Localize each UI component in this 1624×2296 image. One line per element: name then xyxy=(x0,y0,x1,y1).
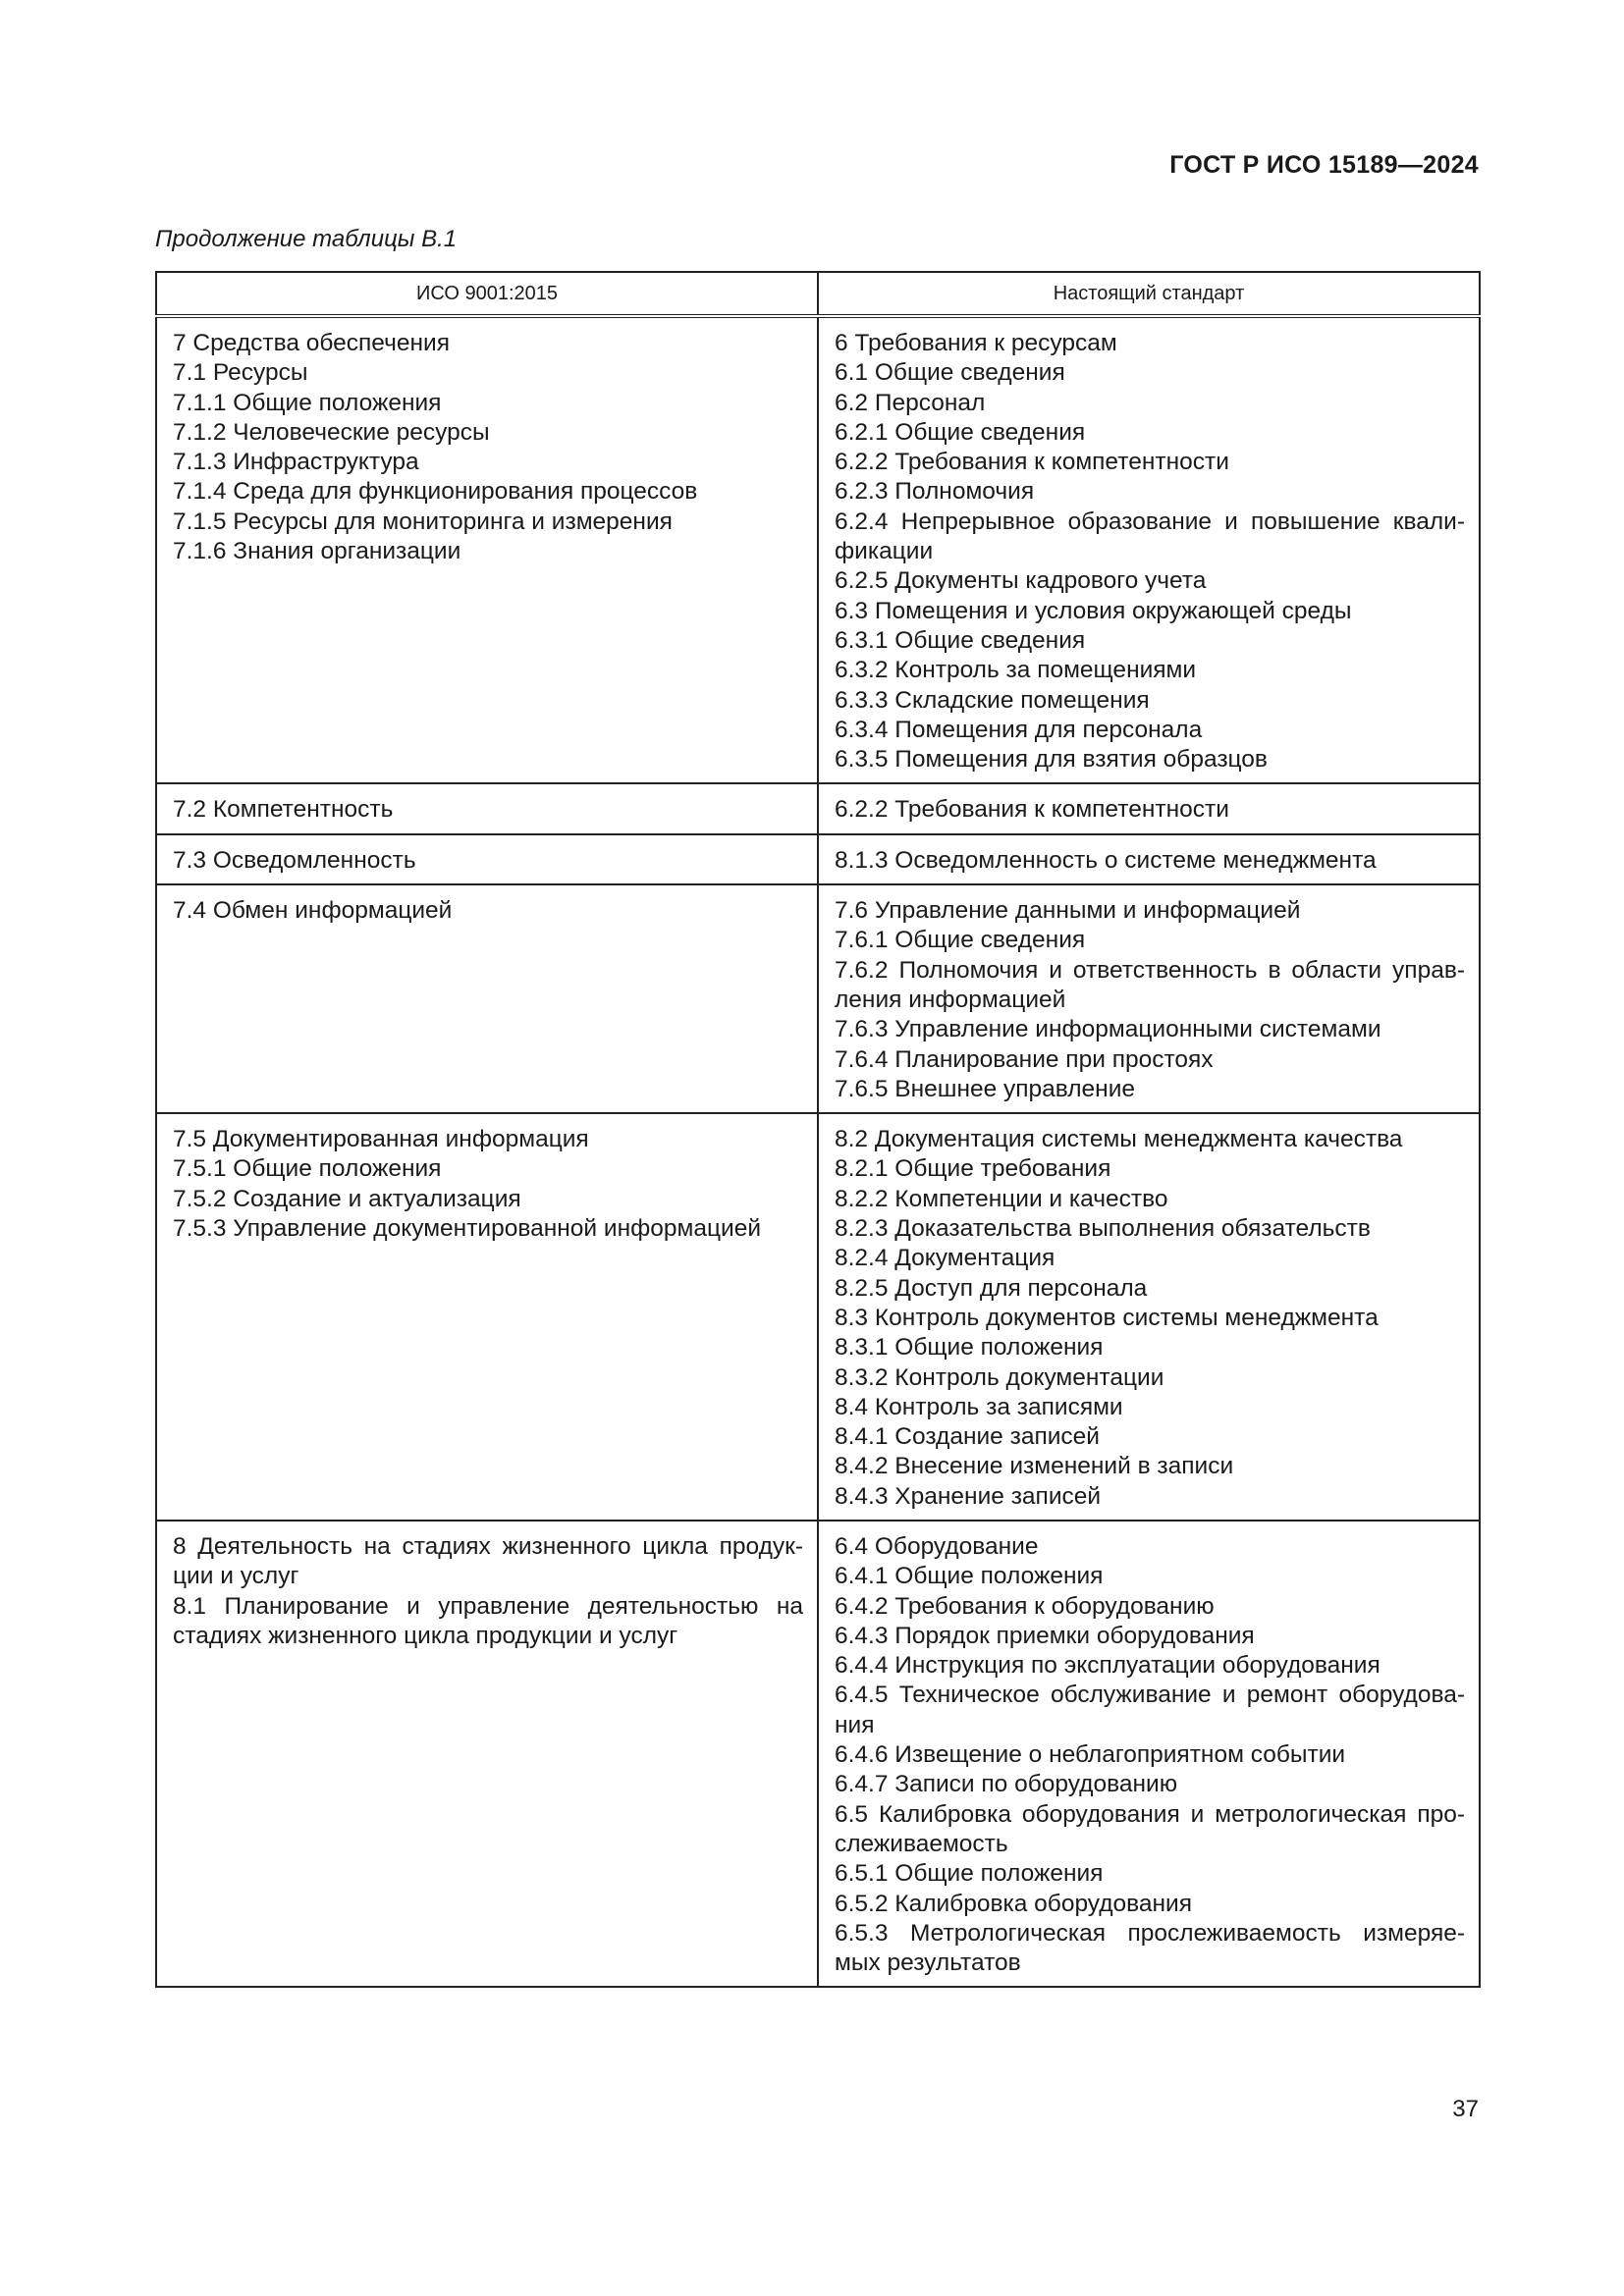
cell-line: 6.3 Помещения и условия окружающей среды xyxy=(835,597,1352,624)
table-header xyxy=(156,272,1480,316)
cell-line: 6.4.2 Требования к оборудованию xyxy=(835,1592,1215,1620)
cell-line: ления информацией xyxy=(835,986,1066,1013)
cell-line: 7.1.3 Инфраструктура xyxy=(173,449,419,476)
cell-line: 6.2.3 Полномочия xyxy=(835,478,1035,506)
cell-line: 6.3.5 Помещения для взятия образцов xyxy=(835,746,1268,774)
table-caption: Продолжение таблицы В.1 xyxy=(155,226,458,252)
cell-line: 8.2.4 Документация xyxy=(835,1245,1056,1272)
cell-line: 7.5 Документированная информация xyxy=(173,1126,589,1153)
iso-cell xyxy=(156,316,818,783)
cell-line: 7.6.2 Полномочия и ответственность в области управ- xyxy=(835,956,1465,984)
cell-line: 6.2.5 Документы кадрового учета xyxy=(835,567,1207,595)
standard-cell xyxy=(818,1521,1480,1987)
standard-cell xyxy=(818,316,1480,783)
iso-cell xyxy=(156,884,818,1113)
column-header-iso: ИСО 9001:2015 xyxy=(156,272,818,316)
cell-line: 6.2.2 Требования к компетентности xyxy=(835,796,1229,824)
cell-line: 6.2.2 Требования к компетентности xyxy=(835,449,1229,476)
cell-line: 7.1.2 Человеческие ресурсы xyxy=(173,418,490,446)
cell-line: 7.1.6 Знания организации xyxy=(173,538,461,565)
cell-line: слеживаемость xyxy=(835,1830,1008,1857)
iso-cell xyxy=(156,834,818,884)
cell-line: 7.3 Осведомленность xyxy=(173,846,416,874)
cell-line: 8.2.5 Доступ для персонала xyxy=(835,1274,1148,1302)
cell-line: 6.3.3 Складские помещения xyxy=(835,686,1150,714)
cell-line: 6.3.4 Помещения для персонала xyxy=(835,716,1203,743)
standard-cell xyxy=(818,783,1480,833)
cell-line: 6.2.4 Непрерывное образование и повышение квали- xyxy=(835,507,1465,535)
document-code: ГОСТ Р ИСО 15189—2024 xyxy=(1169,151,1479,179)
cell-line: 8 Деятельность на стадиях жизненного цикла продук- xyxy=(173,1532,803,1560)
standard-cell xyxy=(818,834,1480,884)
cell-line: 8.4.3 Хранение записей xyxy=(835,1482,1102,1510)
cell-line: 6.4.1 Общие положения xyxy=(835,1563,1104,1590)
cell-line: 7.5.1 Общие положения xyxy=(173,1155,442,1183)
cell-line: 7.6.1 Общие сведения xyxy=(835,927,1086,954)
cell-line: 6.4.5 Техническое обслуживание и ремонт оборудова- xyxy=(835,1682,1465,1709)
cell-line: 8.2.3 Доказательства выполнения обязательств xyxy=(835,1215,1371,1243)
cell-line: 6 Требования к ресурсам xyxy=(835,330,1117,356)
table-row xyxy=(156,1521,1480,1987)
cell-line: 7.1.5 Ресурсы для мониторинга и измерения xyxy=(173,507,673,535)
cell-line: 7.5.2 Создание и актуализация xyxy=(173,1185,521,1212)
table-row xyxy=(156,884,1480,1113)
cell-line: 7.6.3 Управление информационными системами xyxy=(835,1016,1381,1043)
cell-line: 6.5.1 Общие положения xyxy=(835,1860,1104,1888)
cell-line: 7.6 Управление данными и информацией xyxy=(835,897,1301,925)
cell-line: 7.6.5 Внешнее управление xyxy=(835,1075,1136,1102)
cell-line: 6.5.2 Калибровка оборудования xyxy=(835,1890,1193,1917)
cell-line: ния xyxy=(835,1711,875,1738)
cell-line: 8.4.1 Создание записей xyxy=(835,1423,1100,1451)
cell-line: 8.2.1 Общие требования xyxy=(835,1155,1111,1183)
standard-cell xyxy=(818,1113,1480,1521)
cell-line: 7.6.4 Планирование при простоях xyxy=(835,1045,1214,1073)
cell-line: 7.2 Компетентность xyxy=(173,796,394,824)
cell-line: 8.4.2 Внесение изменений в записи xyxy=(835,1453,1234,1480)
table-row xyxy=(156,1113,1480,1521)
table-header-row xyxy=(156,272,1480,316)
cell-line: 6.3.2 Контроль за помещениями xyxy=(835,657,1197,684)
cell-line: 7 Средства обеспечения xyxy=(173,330,450,356)
page-number: 37 xyxy=(1452,2096,1479,2122)
cell-line: 7.5.3 Управление документированной информацией xyxy=(173,1215,762,1243)
cell-line: 8.3 Контроль документов системы менеджмента xyxy=(835,1304,1379,1331)
column-header-standard: Настоящий стандарт xyxy=(818,272,1480,316)
iso-cell xyxy=(156,783,818,833)
cell-line: 8.2.2 Компетенции и качество xyxy=(835,1185,1168,1212)
cell-line: мых результатов xyxy=(835,1949,1021,1977)
table-row xyxy=(156,834,1480,884)
cell-line: 7.1.1 Общие положения xyxy=(173,389,442,416)
cell-line: 8.1.3 Осведомленность о системе менеджмента xyxy=(835,846,1377,874)
cell-line: 6.2.1 Общие сведения xyxy=(835,418,1086,446)
cell-line: 6.5 Калибровка оборудования и метрологическая про- xyxy=(835,1800,1465,1828)
cell-line: 8.4 Контроль за записями xyxy=(835,1393,1123,1420)
table-body xyxy=(156,316,1480,1987)
cell-line: 6.3.1 Общие сведения xyxy=(835,626,1086,654)
cell-line: фикации xyxy=(835,538,934,565)
cell-line: стадиях жизненного цикла продукции и услуг xyxy=(173,1622,678,1649)
iso-cell xyxy=(156,1113,818,1521)
iso-cell xyxy=(156,1521,818,1987)
standard-cell xyxy=(818,884,1480,1113)
cell-line: 8.1 Планирование и управление деятельностью на xyxy=(173,1592,803,1620)
cell-line: 6.2 Персонал xyxy=(835,389,986,416)
cell-line: ции и услуг xyxy=(173,1563,299,1590)
correspondence-table xyxy=(155,271,1481,1988)
cell-line: 6.4.3 Порядок приемки оборудования xyxy=(835,1622,1255,1649)
cell-line: 6.4.6 Извещение о неблагоприятном событии xyxy=(835,1741,1346,1769)
cell-line: 8.2 Документация системы менеджмента качества xyxy=(835,1126,1403,1153)
cell-line: 7.4 Обмен информацией xyxy=(173,897,453,925)
cell-line: 6.5.3 Метрологическая прослеживаемость измеряе- xyxy=(835,1919,1465,1947)
cell-line: 6.1 Общие сведения xyxy=(835,359,1065,387)
cell-line: 6.4.7 Записи по оборудованию xyxy=(835,1771,1178,1798)
table-row xyxy=(156,316,1480,783)
table-row xyxy=(156,783,1480,833)
cell-line: 7.1.4 Среда для функционирования процессов xyxy=(173,478,698,506)
cell-line: 6.4 Оборудование xyxy=(835,1532,1039,1560)
cell-line: 8.3.2 Контроль документации xyxy=(835,1363,1164,1391)
cell-line: 6.4.4 Инструкция по эксплуатации оборудования xyxy=(835,1652,1380,1680)
cell-line: 8.3.1 Общие положения xyxy=(835,1334,1104,1362)
cell-line: 7.1 Ресурсы xyxy=(173,359,308,387)
